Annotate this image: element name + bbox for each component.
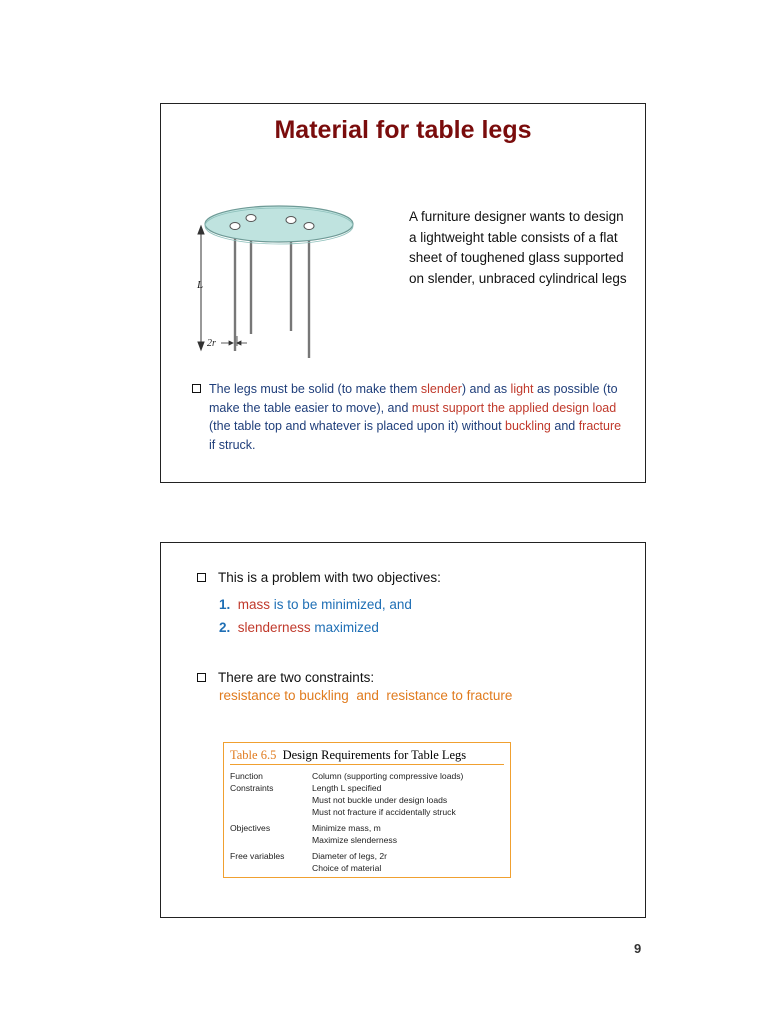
page-number: 9	[634, 941, 642, 956]
requirements-bullet: The legs must be solid (to make them slender) and as light as possible (to make the table easier to move), and must support the applied design load (the table top and whatever is placed upon it) without buckling and fracture if struck.	[209, 382, 622, 452]
table-row: Free variables Diameter of legs, 2r Choice of material	[230, 851, 387, 873]
objectives-heading: This is a problem with two objectives:	[218, 570, 441, 585]
radius-label: 2r	[207, 338, 216, 349]
length-label: L	[197, 279, 204, 291]
objective-item: 1. mass is to be minimized, and	[219, 597, 412, 612]
constraints-text: resistance to buckling and resistance to fracture	[219, 688, 513, 703]
checkbox-bullet-icon	[197, 673, 206, 682]
highlight-slender: slender	[420, 382, 462, 396]
slide-objectives-constraints	[160, 542, 646, 918]
checkbox-bullet-icon	[197, 573, 206, 582]
highlight-light: light	[510, 382, 534, 396]
highlight-buckling: buckling	[505, 419, 551, 433]
slide-table-legs	[160, 103, 646, 483]
highlight-fracture: fracture	[578, 419, 622, 433]
table-row: Objectives Minimize mass, m Maximize slenderness	[230, 823, 398, 845]
glass-tabletop	[205, 206, 353, 242]
checkbox-bullet-icon	[192, 384, 201, 393]
table-row: Constraints Length L specified Must not buckle under design loads Must not fracture if accidentally struck	[230, 783, 456, 817]
table-caption: Table 6.5 Design Requirements for Table Legs	[230, 748, 504, 765]
constraints-heading: There are two constraints:	[218, 670, 375, 685]
highlight-design-load: must support the applied design load	[411, 400, 617, 415]
design-requirements-table: Table 6.5 Design Requirements for Table Legs Function Column (supporting compressive loads) Constraints Length L specified Must not buckle under design loads Must not fracture if accidentally struck Objectives Minimize mass, m Maximize slenderness Free variables Diameter of legs, 2r Choice of material	[223, 742, 511, 878]
problem-description: A furniture designer wants to design a lightweight table consists of a flat sheet of toughened glass supported on slender, unbraced cylindrical legs	[409, 209, 627, 286]
objective-item: 2. slenderness maximized	[219, 620, 379, 635]
slide-title: Material for table legs	[274, 116, 532, 144]
glass-table-illustration	[189, 196, 389, 366]
